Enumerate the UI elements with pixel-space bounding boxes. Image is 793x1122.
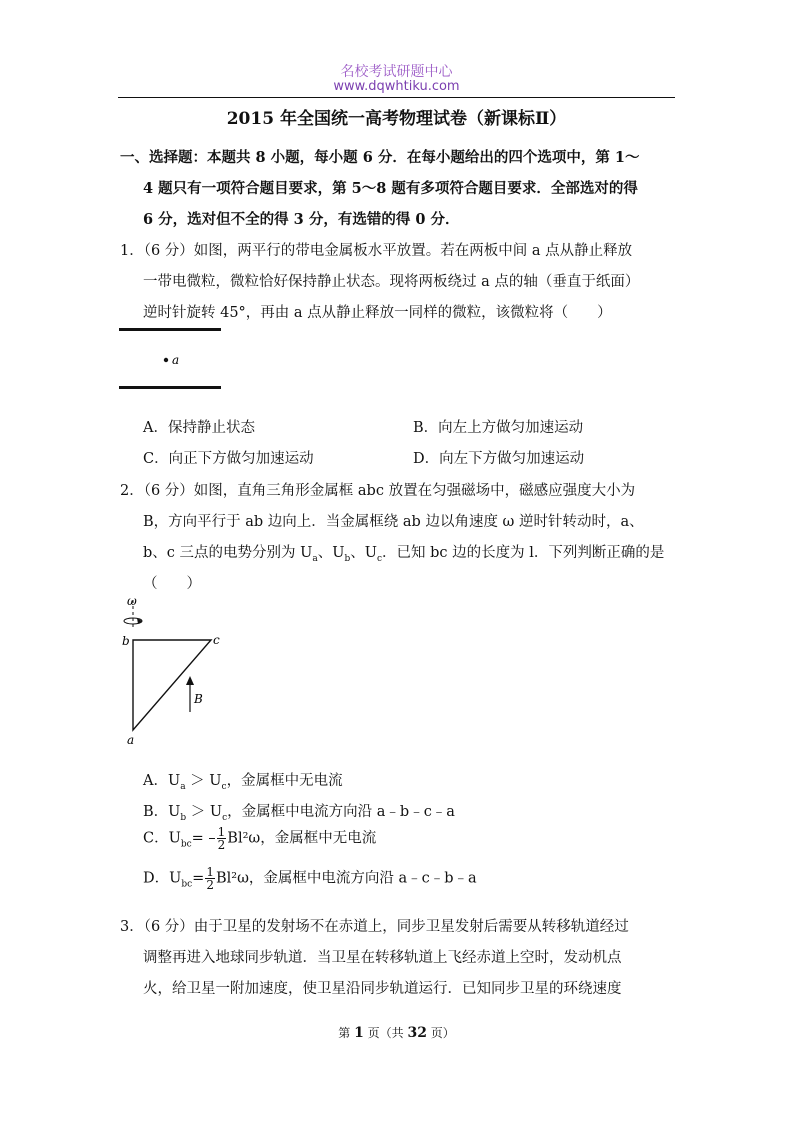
point-a-label: a <box>172 353 180 367</box>
lower-plate <box>119 386 221 389</box>
point-a-dot <box>164 358 168 362</box>
site-url[interactable]: www.dqwhtiku.com <box>333 79 460 94</box>
q2-figure-triangle <box>112 594 232 746</box>
q3-line1: 3．（6 分）由于卫星的发射场不在赤道上，同步卫星发射后需要从转移轨道经过 <box>120 919 629 935</box>
q1-line3: 逆时针旋转 45°，再由 a 点从静止释放一同样的微粒，该微粒将（ ） <box>143 305 612 321</box>
q2-option-a[interactable]: A．$U_a > U_c$，金属框中无电流 <box>143 773 343 792</box>
q1-option-a[interactable]: A．保持静止状态 <box>143 420 255 436</box>
field-arrow-head <box>186 676 194 685</box>
q2-option-d[interactable]: D．$U_{bc}=$ $\frac{1}{2}$ Bl²ω，金属框中电流方向沿 a﹣c﹣b﹣a <box>143 865 477 892</box>
q1-option-d[interactable]: D．向左下方做匀加速运动 <box>413 451 585 467</box>
page-footer: 第 1 页（共 32 页） <box>338 1025 455 1041</box>
q2-line4: （ ） <box>143 576 201 592</box>
omega-label: ω <box>127 594 137 608</box>
q1-line2: 一带电微粒，微粒恰好保持静止状态。现将两板绕过 a 点的轴（垂直于纸面） <box>143 274 640 290</box>
q2-line3: b、c 三点的电势分别为 $U_a$、$U_b$、$U_c$．已知 bc 边的长度为 l．下列判断正确的是 <box>143 545 665 564</box>
fraction-one-half: $\frac{1}{2}$ <box>206 865 214 892</box>
q2-option-c[interactable]: C．$U_{bc}=$ – $\frac{1}{2}$ Bl²ω，金属框中无电流 <box>143 825 377 852</box>
field-B-label: B <box>194 692 203 706</box>
page-title: 2015 年全国统一高考物理试卷（新课标Ⅱ） <box>226 109 567 129</box>
section-intro-line3: 6 分，选对但不全的得 3 分，有选错的得 0 分． <box>143 211 460 228</box>
upper-plate <box>119 328 221 331</box>
vertex-b-label: b <box>122 634 130 648</box>
vertex-a-label: a <box>127 733 135 746</box>
section-intro-line2: 4 题只有一项符合题目要求，第 5～8 题有多项符合题目要求．全部选对的得 <box>143 180 638 197</box>
site-name: 名校考试研题中心 <box>340 64 453 80</box>
q1-option-b[interactable]: B．向左上方做匀加速运动 <box>413 420 584 436</box>
q3-line2: 调整再进入地球同步轨道．当卫星在转移轨道上飞经赤道上空时，发动机点 <box>143 950 622 966</box>
q1-line1: 1．（6 分）如图，两平行的带电金属板水平放置。若在两板中间 a 点从静止释放 <box>120 243 633 259</box>
section-intro-line1: 一、选择题：本题共 8 小题，每小题 6 分．在每小题给出的四个选项中，第 1～ <box>120 149 640 166</box>
q1-figure-plates <box>118 326 228 394</box>
triangle-abc <box>133 640 211 730</box>
q2-option-b[interactable]: B．$U_b > U_c$，金属框中电流方向沿 a﹣b﹣c﹣a <box>143 804 455 823</box>
fraction-one-half: $\frac{1}{2}$ <box>217 825 226 852</box>
vertex-c-label: c <box>213 633 220 647</box>
q2-line2: B，方向平行于 ab 边向上．当金属框绕 ab 边以角速度 ω 逆时针转动时，a、 <box>143 514 644 530</box>
q2-line1: 2．（6 分）如图，直角三角形金属框 abc 放置在匀强磁场中，磁感应强度大小为 <box>120 483 636 499</box>
q3-line3: 火，给卫星一附加速度，使卫星沿同步轨道运行．已知同步卫星的环绕速度 <box>143 981 622 997</box>
q1-option-c[interactable]: C．向正下方做匀加速运动 <box>143 451 314 467</box>
header-divider <box>118 97 675 98</box>
